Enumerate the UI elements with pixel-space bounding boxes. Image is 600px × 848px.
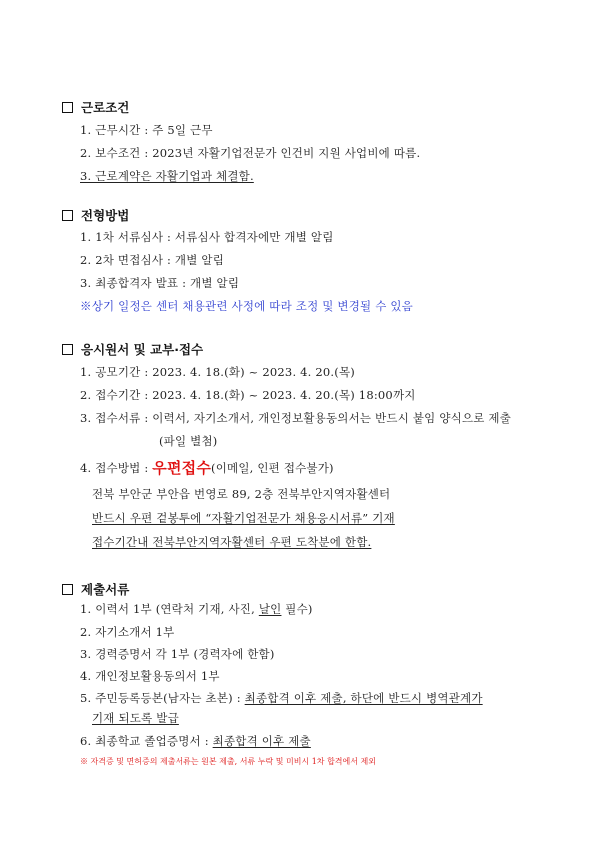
work-item-2: 2. 보수조건 : 2023년 자활기업전문가 인건비 지원 사업비에 따름.	[80, 146, 421, 160]
selection-note: ※상기 일정은 센터 채용관련 사정에 따라 조정 및 변경될 수 있음	[80, 299, 413, 313]
documents-item-4: 4. 개인정보활용동의서 1부	[80, 669, 220, 683]
section-heading-selection: 전형방법	[62, 206, 129, 224]
application-address: 전북 부안군 부안읍 번영로 89, 2층 전북부안지역자활센터	[92, 487, 391, 501]
application-period: 1. 공모기간 : 2023. 4. 18.(화) ~ 2023. 4. 20.(목)	[80, 365, 355, 379]
checkbox-square-icon	[62, 584, 73, 595]
selection-item-3: 3. 최종합격자 발표 : 개별 알림	[80, 276, 240, 290]
work-item-3: 3. 근로계약은 자활기업과 체결함.	[80, 169, 254, 183]
documents-item-6: 6. 최종학교 졸업증명서 : 최종합격 이후 제출	[80, 734, 311, 748]
section-heading-work: 근로조건	[62, 98, 129, 116]
application-deadline: 접수기간내 전북부안지역자활센터 우편 도착분에 한함.	[92, 535, 372, 549]
work-item-1: 1. 근무시간 : 주 5일 근무	[80, 123, 213, 137]
selection-item-2: 2. 2차 면접심사 : 개별 알림	[80, 253, 225, 267]
selection-item-1: 1. 1차 서류심사 : 서류심사 합격자에만 개별 알림	[80, 230, 334, 244]
documents-note: ※ 자격증 및 면허증의 제출서류는 원본 제출, 서류 누락 및 미비시 1차 합격에서 제외	[80, 757, 376, 766]
documents-item-3: 3. 경력증명서 각 1부 (경력자에 한함)	[80, 647, 275, 661]
documents-item-5-cont: 기재 되도록 발급	[92, 711, 179, 725]
application-documents: 3. 접수서류 : 이력서, 자기소개서, 개인정보활용동의서는 반드시 붙임 양식으로 제출	[80, 411, 512, 425]
section-heading-application: 응시원서 및 교부·접수	[62, 340, 203, 358]
checkbox-square-icon	[62, 210, 73, 221]
documents-item-2: 2. 자기소개서 1부	[80, 625, 175, 639]
postal-receipt-emphasis: 우편접수	[152, 459, 212, 477]
application-envelope: 반드시 우편 겉봉투에 “자활기업전문가 채용응시서류” 기재	[92, 511, 395, 525]
documents-item-5: 5. 주민등록등본(남자는 초본) : 최종합격 이후 제출, 하단에 반드시 병역관계가	[80, 691, 483, 705]
application-documents-cont: (파일 별첨)	[159, 434, 218, 448]
application-method: 4. 접수방법 : 우편접수(이메일, 인편 접수불가)	[80, 459, 334, 477]
checkbox-square-icon	[62, 344, 73, 355]
section-heading-documents: 제출서류	[62, 580, 129, 598]
checkbox-square-icon	[62, 102, 73, 113]
documents-item-1: 1. 이력서 1부 (연락처 기재, 사진, 날인 필수)	[80, 602, 313, 616]
application-receipt-period: 2. 접수기간 : 2023. 4. 18.(화) ~ 2023. 4. 20.(목) 18:00까지	[80, 388, 416, 402]
